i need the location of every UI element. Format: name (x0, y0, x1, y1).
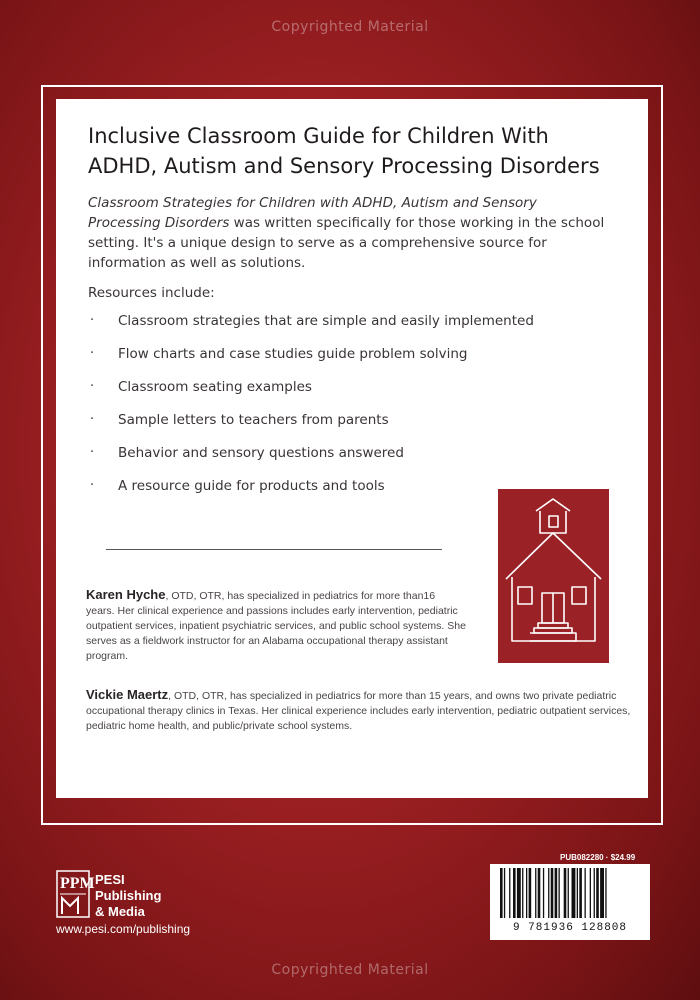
barcode-stripe (517, 868, 521, 918)
publisher-url[interactable]: www.pesi.com/publishing (56, 922, 191, 936)
barcode-stripe (605, 868, 606, 918)
barcode-icon (490, 864, 650, 922)
publisher-name-line-2: Publishing (95, 888, 162, 903)
barcode-stripe (548, 868, 549, 918)
content-panel (56, 99, 648, 798)
resources-list (88, 311, 618, 496)
bullet-icon: · (90, 445, 95, 460)
barcode-stripe (590, 868, 591, 918)
barcode-stripe (594, 868, 595, 918)
ppm-logo-icon (56, 870, 95, 918)
list-item (88, 443, 618, 463)
barcode-stripe (577, 868, 578, 918)
publisher-name (95, 872, 161, 920)
barcode-stripe (526, 868, 527, 918)
book-title (88, 121, 618, 181)
bullet-icon: · (90, 412, 95, 427)
bullet-icon: · (90, 379, 95, 394)
barcode-stripe (572, 868, 576, 918)
watermark-bottom: Copyrighted Material (271, 962, 429, 978)
author-text-1: , OTD, OTR, has specialized in pediatrics for more than16 years. Her clinical experience and passions includes early intervention, pediatric outpatient services, inpatient psychiatric services, and public school systems. She serves as a fieldwork instructor for an Alabama occupational therapy assistant program. (86, 590, 466, 662)
price-code: PUB082280 · $24.99 (560, 853, 636, 862)
logo-letters: PPM (60, 875, 95, 892)
list-item (88, 377, 618, 397)
author-name-2: Vickie Maertz (86, 687, 169, 702)
list-item (88, 311, 618, 331)
intro-book-title: Classroom Strategies for Children with ADHD, Autism and Sensory Processing Disorders (88, 195, 537, 231)
resources-heading: Resources include: (88, 285, 215, 301)
barcode-stripe (551, 868, 554, 918)
barcode-stripe (585, 868, 586, 918)
barcode-stripe (538, 868, 541, 918)
bullet-icon: · (90, 478, 95, 493)
list-item (88, 344, 618, 364)
barcode-stripe (564, 868, 567, 918)
title-line-2: ADHD, Autism and Sensory Processing Disorders (88, 154, 600, 178)
isbn-barcode (490, 864, 650, 940)
barcode-stripe (543, 868, 544, 918)
schoolhouse-illustration (497, 488, 610, 664)
barcode-stripe (535, 868, 536, 918)
intro-paragraph (88, 193, 608, 273)
barcode-stripe (596, 868, 599, 918)
intro-text: was written specifically for those working in the school setting. It's a unique design to serve as a comprehensive source for information as well as solutions. (88, 215, 605, 271)
list-item-text: Classroom seating examples (118, 379, 312, 395)
bullet-icon: · (90, 313, 95, 328)
list-item-text: Flow charts and case studies guide problem solving (118, 346, 468, 362)
list-item-text: Sample letters to teachers from parents (118, 412, 389, 428)
title-line-1: Inclusive Classroom Guide for Children With (88, 124, 549, 148)
author-bio-2 (86, 687, 631, 734)
bullet-icon: · (90, 346, 95, 361)
barcode-stripe (559, 868, 560, 918)
barcode-stripe (529, 868, 532, 918)
schoolhouse-icon (498, 489, 609, 663)
list-item-text: Behavior and sensory questions answered (118, 445, 404, 461)
isbn-digits: 9 781936 128808 (512, 922, 628, 934)
barcode-stripe (522, 868, 523, 918)
publisher-name-line-3: & Media (95, 904, 145, 919)
publisher-logo (56, 870, 216, 940)
barcode-stripe (509, 868, 510, 918)
watermark-top: Copyrighted Material (271, 19, 429, 35)
author-bio-1 (86, 587, 466, 664)
list-item-text: Classroom strategies that are simple and easily implemented (118, 313, 534, 329)
barcode-stripe (500, 868, 503, 918)
publisher-name-line-1: PESI (95, 872, 125, 887)
barcode-stripe (600, 868, 604, 918)
barcode-stripe (579, 868, 582, 918)
author-text-2: , OTD, OTR, has specialized in pediatrics for more than 15 years, and owns two private pediatric occupational therapy clinics in Texas. Her clinical experience includes early intervention, pediatric outpatient services, pediatric home health, and public/private school systems. (86, 690, 631, 732)
barcode-stripe (555, 868, 558, 918)
section-divider (106, 549, 442, 550)
author-name-1: Karen Hyche (86, 587, 166, 602)
list-item (88, 410, 618, 430)
list-item-text: A resource guide for products and tools (118, 478, 385, 494)
barcode-stripe (568, 868, 569, 918)
barcode-stripe (504, 868, 505, 918)
barcode-stripe (513, 868, 516, 918)
